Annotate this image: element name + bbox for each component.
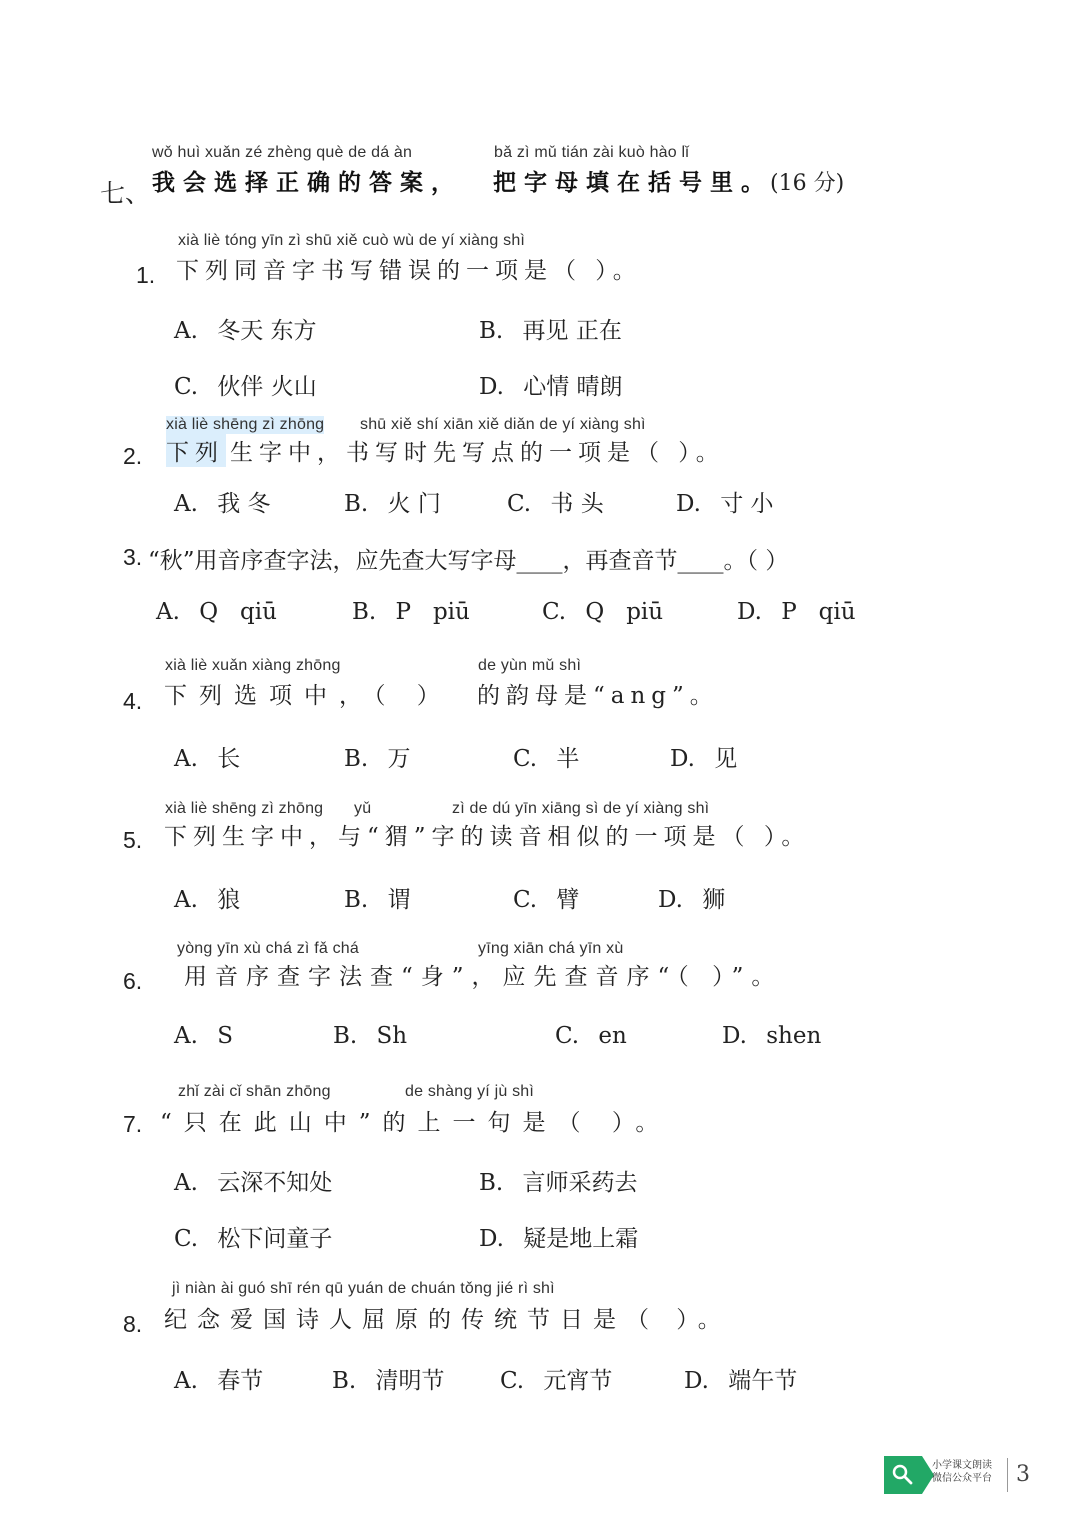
section-pinyin-b: bǎ zì mǔ tián zài kuò hào lǐ bbox=[494, 144, 690, 161]
option-text: shen bbox=[766, 1023, 822, 1049]
option-label: C. bbox=[507, 491, 532, 517]
option-label: B. bbox=[344, 746, 369, 772]
option-text: 万 bbox=[387, 746, 411, 772]
footer-divider bbox=[1007, 1458, 1008, 1492]
option-text: 端午节 bbox=[728, 1368, 798, 1394]
option-text: 臂 bbox=[556, 887, 580, 913]
option-text: 书 头 bbox=[550, 491, 604, 517]
q4-text-b: 的韵母是“ang”。 bbox=[477, 683, 719, 709]
q6-option-c[interactable] bbox=[555, 1023, 627, 1049]
q8-pinyin: jì niàn ài guó shī rén qū yuán de chuán tǒng jié rì shì bbox=[172, 1280, 555, 1297]
option-text: 伙伴 火山 bbox=[217, 374, 317, 400]
q8-option-d[interactable] bbox=[684, 1362, 797, 1395]
q3-option-b[interactable] bbox=[352, 599, 470, 625]
option-label: B. bbox=[352, 599, 377, 625]
option-text: 狮 bbox=[702, 887, 726, 913]
logo-badge bbox=[884, 1456, 922, 1494]
option-text: 再见 正在 bbox=[522, 318, 622, 344]
option-text: 寸 小 bbox=[720, 491, 774, 517]
q1-number: 1. bbox=[136, 262, 156, 288]
option-label: D. bbox=[676, 491, 701, 517]
option-text: 狼 bbox=[217, 887, 241, 913]
q7-pinyin-b: de shàng yí jù shì bbox=[405, 1083, 535, 1100]
section-pinyin-a: wǒ huì xuǎn zé zhèng què de dá àn bbox=[152, 144, 413, 161]
option-label: C. bbox=[513, 887, 538, 913]
q1-option-c[interactable] bbox=[174, 368, 317, 401]
option-text: 长 bbox=[217, 746, 241, 772]
q4-option-d[interactable] bbox=[670, 740, 737, 773]
option-text: 谓 bbox=[387, 887, 411, 913]
q5-option-a[interactable] bbox=[174, 881, 240, 914]
q4-option-a[interactable] bbox=[174, 740, 240, 773]
option-label: C. bbox=[513, 746, 538, 772]
q6-pinyin-b: yīng xiān chá yīn xù bbox=[478, 940, 624, 957]
option-label: A. bbox=[174, 887, 198, 913]
page-number: 3 bbox=[1016, 1462, 1030, 1487]
q2-pinyin-a: xià liè shēng zì zhōng bbox=[166, 416, 325, 433]
option-text: 云深不知处 bbox=[217, 1170, 333, 1196]
section-score: (16 分) bbox=[770, 171, 845, 196]
q7-number: 7. bbox=[123, 1111, 143, 1137]
option-label: C. bbox=[174, 1226, 199, 1252]
option-text: 松下问童子 bbox=[217, 1226, 333, 1252]
option-label: C. bbox=[542, 599, 567, 625]
option-label: B. bbox=[344, 887, 369, 913]
q2-pinyin-b: shū xiě shí xiān xiě diǎn de yí xiàng shì bbox=[360, 416, 646, 433]
option-text: S bbox=[217, 1023, 233, 1049]
q8-text: 纪念爱国诗人屈原的传统节日是（ ）。 bbox=[164, 1307, 731, 1333]
option-label: D. bbox=[684, 1368, 709, 1394]
q6-text: 用音序查字法查“身”，应先查音序“（ ）”。 bbox=[184, 964, 783, 990]
option-text: 火 门 bbox=[387, 491, 441, 517]
section-title-a: 我会选择正确的答案， bbox=[152, 170, 462, 196]
q2-option-d[interactable] bbox=[676, 485, 774, 518]
q7-option-d[interactable] bbox=[479, 1220, 638, 1253]
option-text: P piū bbox=[395, 599, 470, 625]
option-label: B. bbox=[344, 491, 369, 517]
option-label: A. bbox=[156, 599, 180, 625]
option-text: 见 bbox=[714, 746, 738, 772]
option-label: D. bbox=[722, 1023, 747, 1049]
q5-pinyin-c: zì de dú yīn xiāng sì de yí xiàng shì bbox=[452, 800, 710, 817]
option-text: 春节 bbox=[217, 1368, 264, 1394]
option-label: A. bbox=[174, 746, 198, 772]
option-label: D. bbox=[737, 599, 762, 625]
q3-text: “秋”用音序查字法，应先查大写字母____，再查音节____。（ ） bbox=[148, 548, 789, 574]
option-label: D. bbox=[479, 374, 504, 400]
logo-line1: 小学课文朗读 bbox=[932, 1460, 992, 1471]
q6-number: 6. bbox=[123, 968, 143, 994]
option-label: D. bbox=[670, 746, 695, 772]
option-label: C. bbox=[174, 374, 199, 400]
q5-text: 下列生字中，与“猬”字的读音相似的一项是（ ）。 bbox=[164, 824, 811, 850]
q3-option-c[interactable] bbox=[542, 599, 663, 625]
q5-pinyin-a: xià liè shēng zì zhōng bbox=[165, 800, 324, 817]
section-number: 七、 bbox=[100, 179, 151, 208]
q2-option-c[interactable] bbox=[507, 485, 604, 518]
option-label: A. bbox=[174, 491, 198, 517]
option-label: A. bbox=[174, 1023, 198, 1049]
q2-option-b[interactable] bbox=[344, 485, 441, 518]
option-label: A. bbox=[174, 1368, 198, 1394]
option-text: Sh bbox=[376, 1023, 408, 1049]
q4-pinyin-b: de yùn mǔ shì bbox=[478, 657, 582, 674]
q8-option-c[interactable] bbox=[500, 1362, 612, 1395]
q4-pinyin-a: xià liè xuǎn xiàng zhōng bbox=[165, 657, 341, 674]
q2-text-a: 下列 bbox=[166, 434, 226, 467]
option-label: C. bbox=[500, 1368, 525, 1394]
q5-pinyin-b: yǔ bbox=[354, 800, 372, 817]
q1-option-a[interactable] bbox=[174, 312, 317, 345]
option-label: A. bbox=[174, 318, 198, 344]
option-label: B. bbox=[479, 318, 504, 344]
section-title-b: 把字母填在括号里。 bbox=[493, 170, 772, 196]
q6-pinyin-a: yòng yīn xù chá zì fǎ chá bbox=[177, 940, 359, 957]
option-text: 疑是地上霜 bbox=[523, 1226, 639, 1252]
q1-pinyin: xià liè tóng yīn zì shū xiě cuò wù de yí xiàng shì bbox=[178, 232, 526, 249]
q4-option-b[interactable] bbox=[344, 740, 411, 773]
option-text: Q qiū bbox=[199, 599, 277, 625]
logo-line2: 微信公众平台 bbox=[932, 1473, 992, 1484]
option-label: A. bbox=[174, 1170, 198, 1196]
q5-option-c[interactable] bbox=[513, 881, 579, 914]
search-icon bbox=[884, 1456, 922, 1494]
option-label: D. bbox=[658, 887, 683, 913]
option-text: 我 冬 bbox=[217, 491, 271, 517]
option-text: Q piū bbox=[585, 599, 664, 625]
option-label: B. bbox=[333, 1023, 358, 1049]
q6-option-d[interactable] bbox=[722, 1023, 821, 1049]
q5-option-d[interactable] bbox=[658, 881, 725, 914]
q2-option-a[interactable] bbox=[174, 485, 271, 518]
q3-option-a[interactable] bbox=[156, 599, 277, 625]
logo-text bbox=[932, 1459, 992, 1485]
option-text: 清明节 bbox=[375, 1368, 445, 1394]
q6-option-a[interactable] bbox=[174, 1023, 233, 1049]
option-label: C. bbox=[555, 1023, 580, 1049]
option-text: 冬天 东方 bbox=[217, 318, 317, 344]
q1-text: 下列同音字书写错误的一项是（ ）。 bbox=[176, 258, 642, 284]
q8-number: 8. bbox=[123, 1311, 143, 1337]
q4-text-a: 下列选项中，（ ） bbox=[164, 683, 452, 709]
q1-option-b[interactable] bbox=[479, 312, 622, 345]
option-label: B. bbox=[479, 1170, 504, 1196]
q8-option-b[interactable] bbox=[332, 1362, 445, 1395]
q3-option-d[interactable] bbox=[737, 599, 856, 625]
option-text: 半 bbox=[556, 746, 580, 772]
q1-option-d[interactable] bbox=[479, 368, 623, 401]
option-text: P qiū bbox=[781, 599, 856, 625]
q8-option-a[interactable] bbox=[174, 1362, 263, 1395]
wechat-platform-logo[interactable] bbox=[884, 1456, 1012, 1494]
option-text: en bbox=[598, 1023, 627, 1049]
q6-option-b[interactable] bbox=[333, 1023, 407, 1049]
q2-text-b: 生字中，书写时先写点的一项是（ ）。 bbox=[230, 440, 725, 466]
q3-number: 3. bbox=[123, 544, 143, 570]
option-text: 元宵节 bbox=[543, 1368, 613, 1394]
q7-option-a[interactable] bbox=[174, 1164, 332, 1197]
option-label: D. bbox=[479, 1226, 504, 1252]
q5-option-b[interactable] bbox=[344, 881, 411, 914]
q7-option-b[interactable] bbox=[479, 1164, 638, 1197]
option-label: B. bbox=[332, 1368, 357, 1394]
q4-number: 4. bbox=[123, 688, 143, 714]
q7-pinyin-a: zhǐ zài cǐ shān zhōng bbox=[178, 1083, 331, 1100]
q4-option-c[interactable] bbox=[513, 740, 579, 773]
option-text: 心情 晴朗 bbox=[523, 374, 623, 400]
q7-text: “只在此山中”的上一句是（ ）。 bbox=[160, 1110, 671, 1136]
q2-number: 2. bbox=[123, 443, 143, 469]
option-text: 言师采药去 bbox=[522, 1170, 638, 1196]
q7-option-c[interactable] bbox=[174, 1220, 332, 1253]
q5-number: 5. bbox=[123, 827, 143, 853]
